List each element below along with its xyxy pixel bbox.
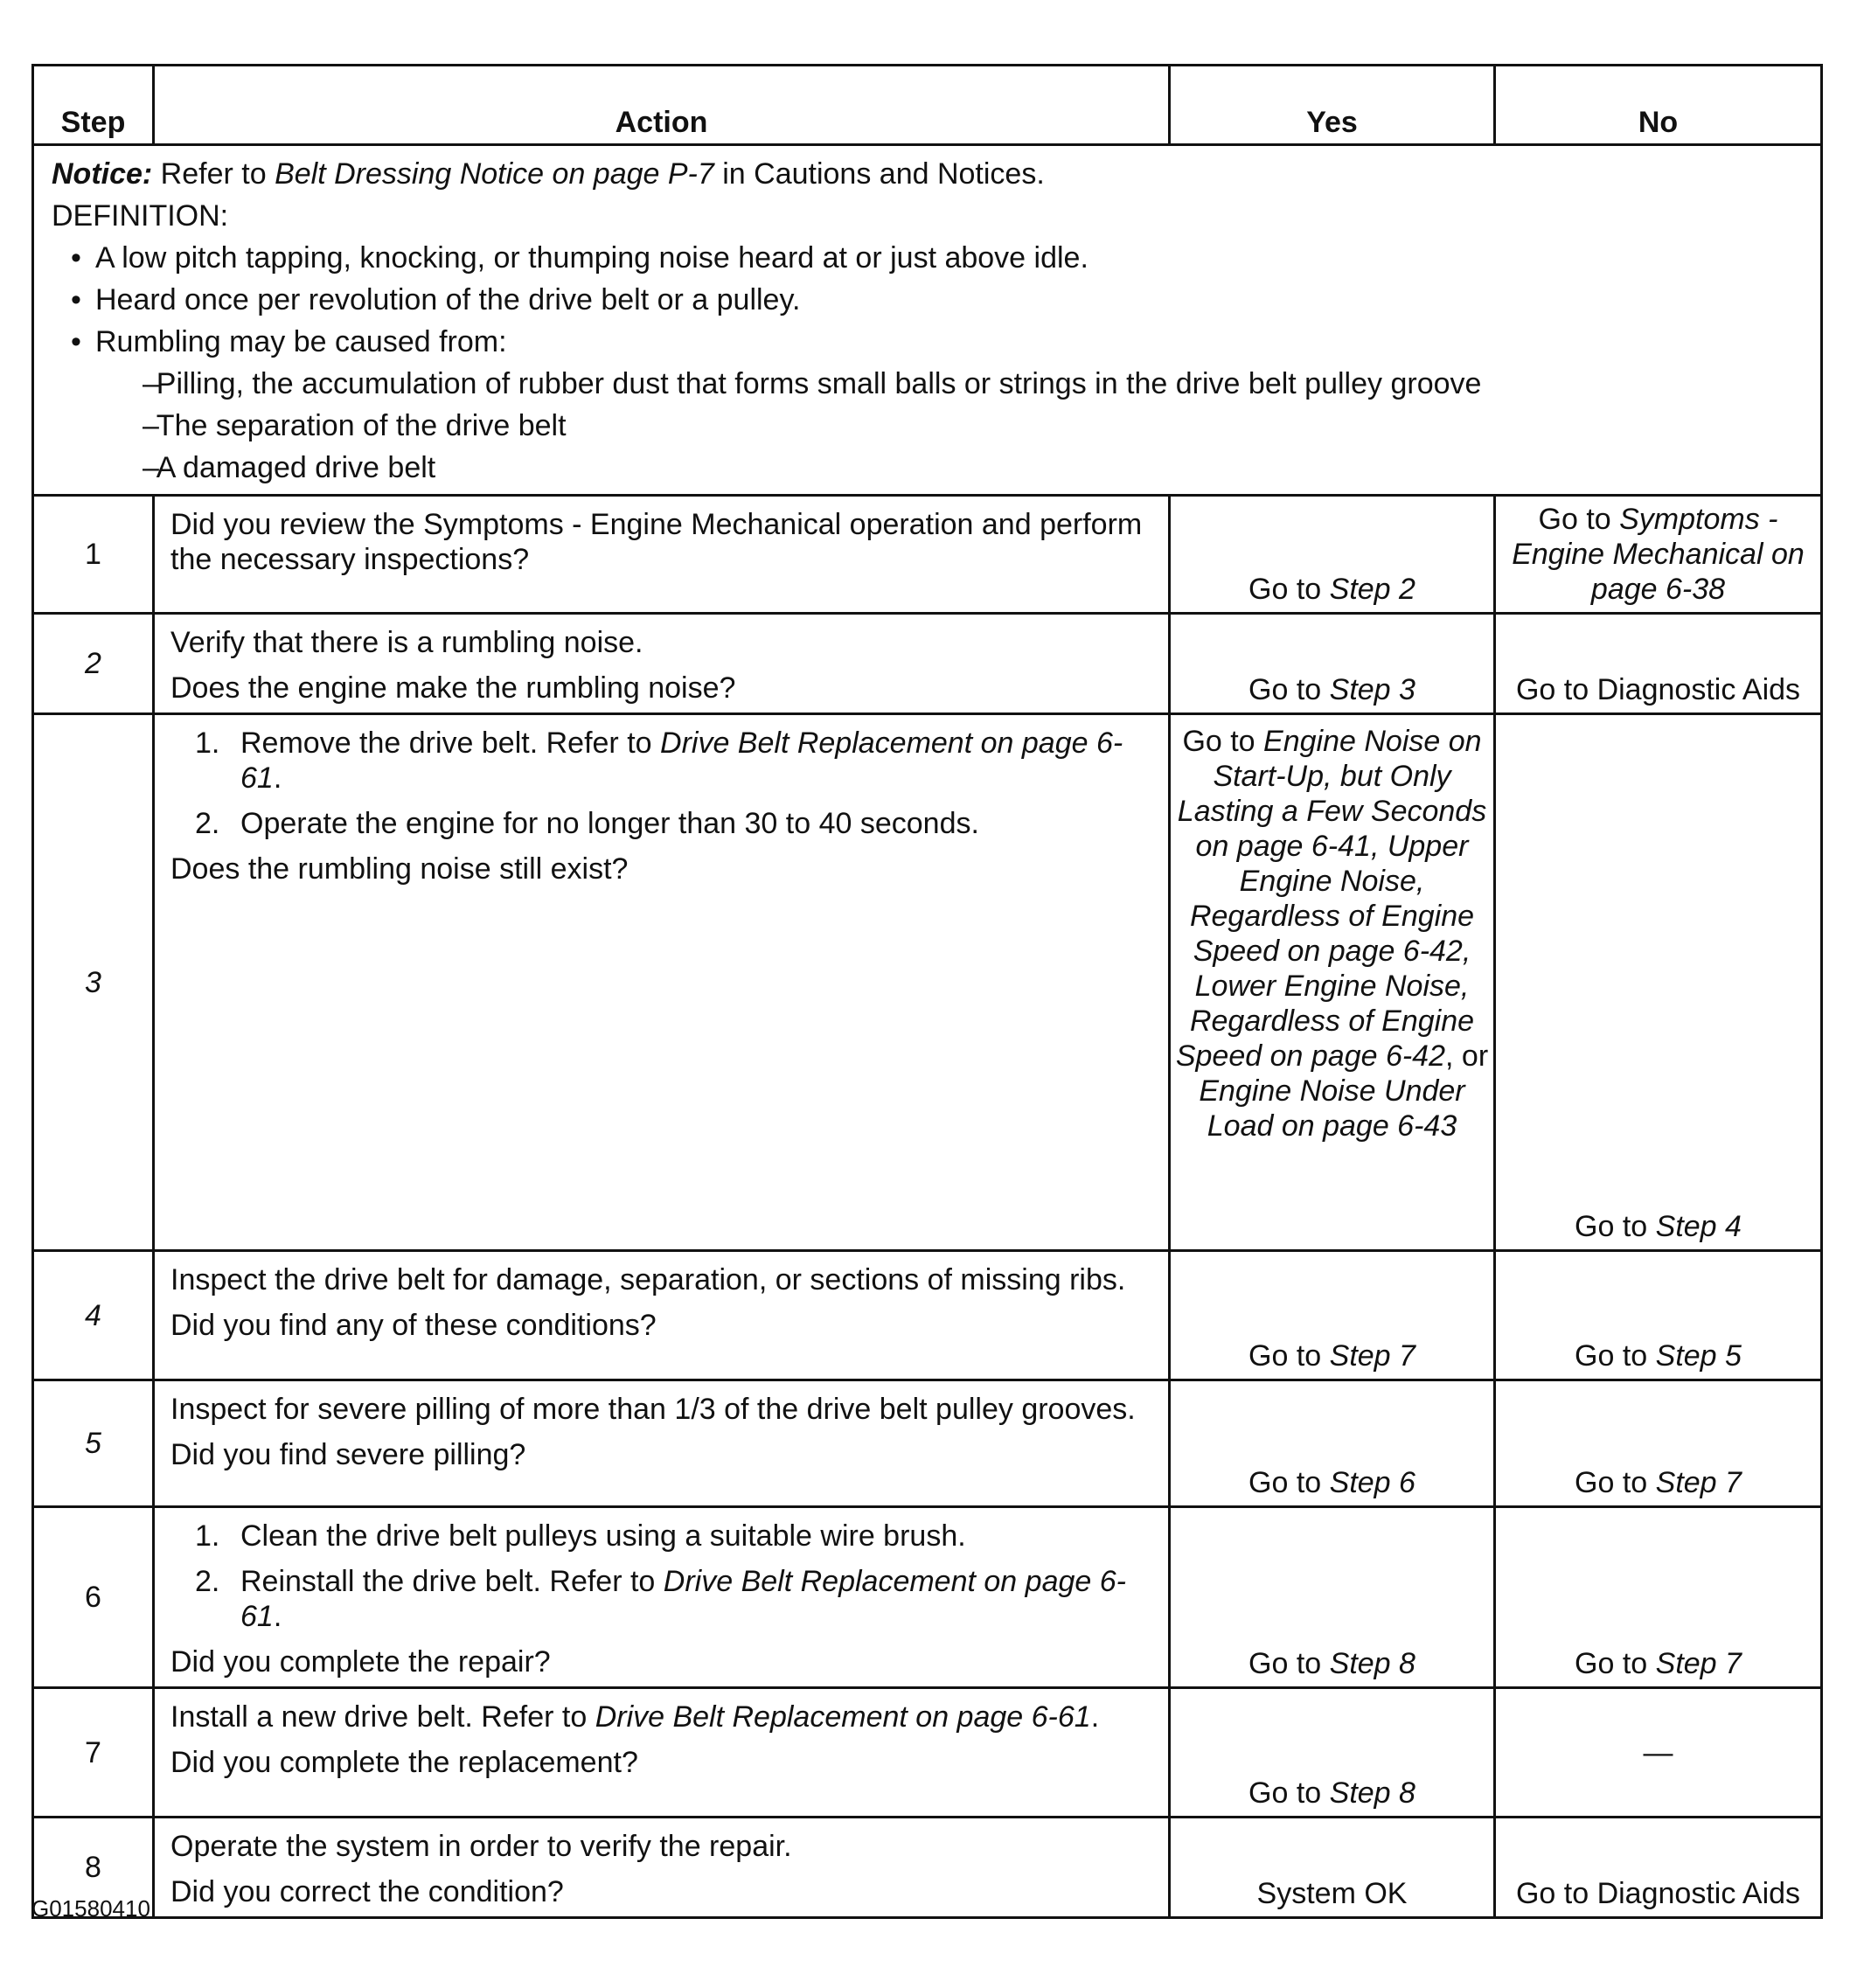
notice-link: Belt Dressing Notice on page P-7 (275, 157, 714, 191)
substep-number: 1. (195, 1519, 220, 1553)
substep-number: 2. (195, 807, 220, 840)
notice-line (52, 153, 1803, 195)
subitem-text: Pilling, the accumulation of rubber dust that forms small balls or strings in the drive belt pulley groove (156, 367, 1482, 400)
no-cell (1495, 1380, 1822, 1507)
substep-link: Drive Belt Replacement on page 6-61 (240, 726, 1123, 795)
no-text: Go to (1575, 1466, 1656, 1499)
no-text: Go to Diagnostic Aids (1515, 673, 1801, 706)
no-cell (1495, 1507, 1822, 1688)
substep-text: Operate the engine for no longer than 30 to 40 seconds. (240, 807, 979, 840)
substep-item (170, 1519, 1156, 1554)
step-number: 7 (33, 1688, 154, 1818)
no-step-link: Step 5 (1655, 1339, 1742, 1373)
yes-step-link: Step 2 (1329, 573, 1415, 606)
yes-link: Engine Noise Under Load on page 6-43 (1199, 1074, 1465, 1143)
substep-item (170, 806, 1156, 841)
action-question: Did you complete the replacement? (170, 1746, 638, 1779)
header-action: Action (154, 66, 1170, 145)
step-number: 3 (33, 714, 154, 1251)
no-text: Go to (1575, 1647, 1656, 1680)
substep-list (170, 726, 1156, 841)
no-cell (1495, 1251, 1822, 1380)
action-text (170, 1700, 1156, 1734)
table-row (33, 1251, 1822, 1380)
no-cell (1495, 614, 1822, 714)
definition-heading: DEFINITION: (52, 199, 229, 233)
substep-link: Drive Belt Replacement on page 6-61 (240, 1565, 1126, 1633)
no-cell (1495, 1818, 1822, 1918)
yes-step-link: Step 8 (1329, 1647, 1415, 1680)
yes-step-link: Step 7 (1329, 1339, 1415, 1373)
step-number: 5 (33, 1380, 154, 1507)
definition-bullet: • Heard once per revolution of the drive belt or a pulley. (52, 279, 1803, 321)
step-number: 4 (33, 1251, 154, 1380)
yes-step-link: Step 3 (1329, 673, 1415, 706)
yes-cell (1170, 614, 1495, 714)
definition-bullet: • A low pitch tapping, knocking, or thumping noise heard at or just above idle. (52, 237, 1803, 279)
definition-bullet: • Rumbling may be caused from: (52, 321, 1803, 363)
substep-text: Reinstall the drive belt. Refer to (240, 1565, 664, 1598)
substep-post: . (273, 1600, 282, 1633)
no-step-link: Step 7 (1655, 1647, 1742, 1680)
yes-text: Go to (1248, 673, 1330, 706)
substep-number: 1. (195, 726, 220, 760)
yes-text: Go to (1248, 1339, 1330, 1373)
no-text: Go to (1538, 503, 1620, 536)
action-text-pre: Install a new drive belt. Refer to (170, 1700, 595, 1734)
table-row (33, 1507, 1822, 1688)
yes-text: Go to (1248, 1776, 1330, 1810)
no-cell (1495, 1688, 1822, 1818)
no-text: — (1643, 1735, 1673, 1769)
definition-subitem (52, 363, 1803, 405)
yes-text: System OK (1256, 1877, 1408, 1910)
substep-text: Clean the drive belt pulleys using a suitable wire brush. (240, 1519, 966, 1553)
yes-cell (1170, 1818, 1495, 1918)
table-row (33, 714, 1822, 1251)
notice-post: in Cautions and Notices. (713, 157, 1045, 191)
action-cell (154, 614, 1170, 714)
no-text: Go to (1575, 1210, 1656, 1243)
definition-subitem (52, 447, 1803, 489)
table-row (33, 1818, 1822, 1918)
yes-cell (1170, 714, 1495, 1251)
yes-cell (1170, 1251, 1495, 1380)
step-number: 2 (33, 614, 154, 714)
diagnostic-table (31, 64, 1823, 1919)
action-text: Operate the system in order to verify the repair. (170, 1830, 792, 1863)
action-question: Did you find any of these conditions? (170, 1309, 657, 1342)
substep-item (170, 1564, 1156, 1634)
action-text: Inspect for severe pilling of more than 1/3 of the drive belt pulley grooves. (170, 1393, 1136, 1426)
header-row (33, 66, 1822, 145)
substep-item (170, 726, 1156, 796)
action-question: Did you correct the condition? (170, 1875, 564, 1908)
step-number: 1 (33, 496, 154, 614)
yes-text: Go to (1248, 573, 1330, 606)
yes-link: Engine Noise on Start-Up, but Only Lasting a Few Seconds on page 6-41, Upper Engine Noise, Regardless of Engine Speed on page 6-42, Lower Engine Noise, Regardless of Engine Speed on page 6-42 (1175, 725, 1487, 1073)
action-text: Verify that there is a rumbling noise. (170, 626, 643, 659)
header-step: Step (33, 66, 154, 145)
yes-cell (1170, 1507, 1495, 1688)
table-row (33, 1380, 1822, 1507)
step-number: 8 (33, 1818, 154, 1918)
action-cell (154, 1251, 1170, 1380)
yes-cell (1170, 496, 1495, 614)
subitem-text: The separation of the drive belt (156, 409, 567, 442)
action-text: Did you review the Symptoms - Engine Mechanical operation and perform the necessary inspections? (170, 508, 1143, 576)
header-yes: Yes (1170, 66, 1495, 145)
definition-subitem (52, 405, 1803, 447)
no-step-link: Step 4 (1655, 1210, 1742, 1243)
table-row (33, 1688, 1822, 1818)
action-cell (154, 496, 1170, 614)
yes-text: Go to (1248, 1466, 1330, 1499)
no-text: Go to Diagnostic Aids (1515, 1877, 1801, 1910)
action-question: Does the engine make the rumbling noise? (170, 671, 736, 705)
action-text-post: . (1090, 1700, 1100, 1734)
notice-pre: Refer to (152, 157, 275, 191)
action-cell (154, 1688, 1170, 1818)
no-link: Symptoms - Engine Mechanical on page 6-38 (1512, 503, 1805, 606)
yes-text: Go to (1248, 1647, 1330, 1680)
yes-text: , or (1445, 1039, 1489, 1073)
action-cell (154, 714, 1170, 1251)
step-number: 6 (33, 1507, 154, 1688)
yes-text: Go to (1182, 725, 1264, 758)
figure-id: G01580410 (31, 1895, 150, 1922)
yes-cell (1170, 1688, 1495, 1818)
table-row (33, 614, 1822, 714)
header-no: No (1495, 66, 1822, 145)
action-question: Did you complete the repair? (170, 1645, 551, 1679)
action-cell (154, 1818, 1170, 1918)
action-text: Inspect the drive belt for damage, separation, or sections of missing ribs. (170, 1263, 1126, 1296)
no-cell (1495, 714, 1822, 1251)
action-cell (154, 1380, 1170, 1507)
action-question: Does the rumbling noise still exist? (170, 852, 629, 886)
table-row (33, 496, 1822, 614)
substep-post: . (273, 761, 282, 795)
substep-number: 2. (195, 1565, 220, 1598)
subitem-text: A damaged drive belt (156, 451, 436, 484)
action-link: Drive Belt Replacement on page 6-61 (595, 1700, 1091, 1734)
no-step-link: Step 7 (1655, 1466, 1742, 1499)
action-cell (154, 1507, 1170, 1688)
yes-step-link: Step 8 (1329, 1776, 1415, 1810)
no-text: Go to (1575, 1339, 1656, 1373)
no-cell (1495, 496, 1822, 614)
yes-step-link: Step 6 (1329, 1466, 1415, 1499)
substep-text: Remove the drive belt. Refer to (240, 726, 661, 760)
yes-cell (1170, 1380, 1495, 1507)
substep-list (170, 1519, 1156, 1634)
action-question: Did you find severe pilling? (170, 1438, 526, 1471)
notice-row (33, 145, 1822, 496)
notice-label: Notice: (52, 157, 153, 191)
notice-cell (33, 145, 1822, 496)
